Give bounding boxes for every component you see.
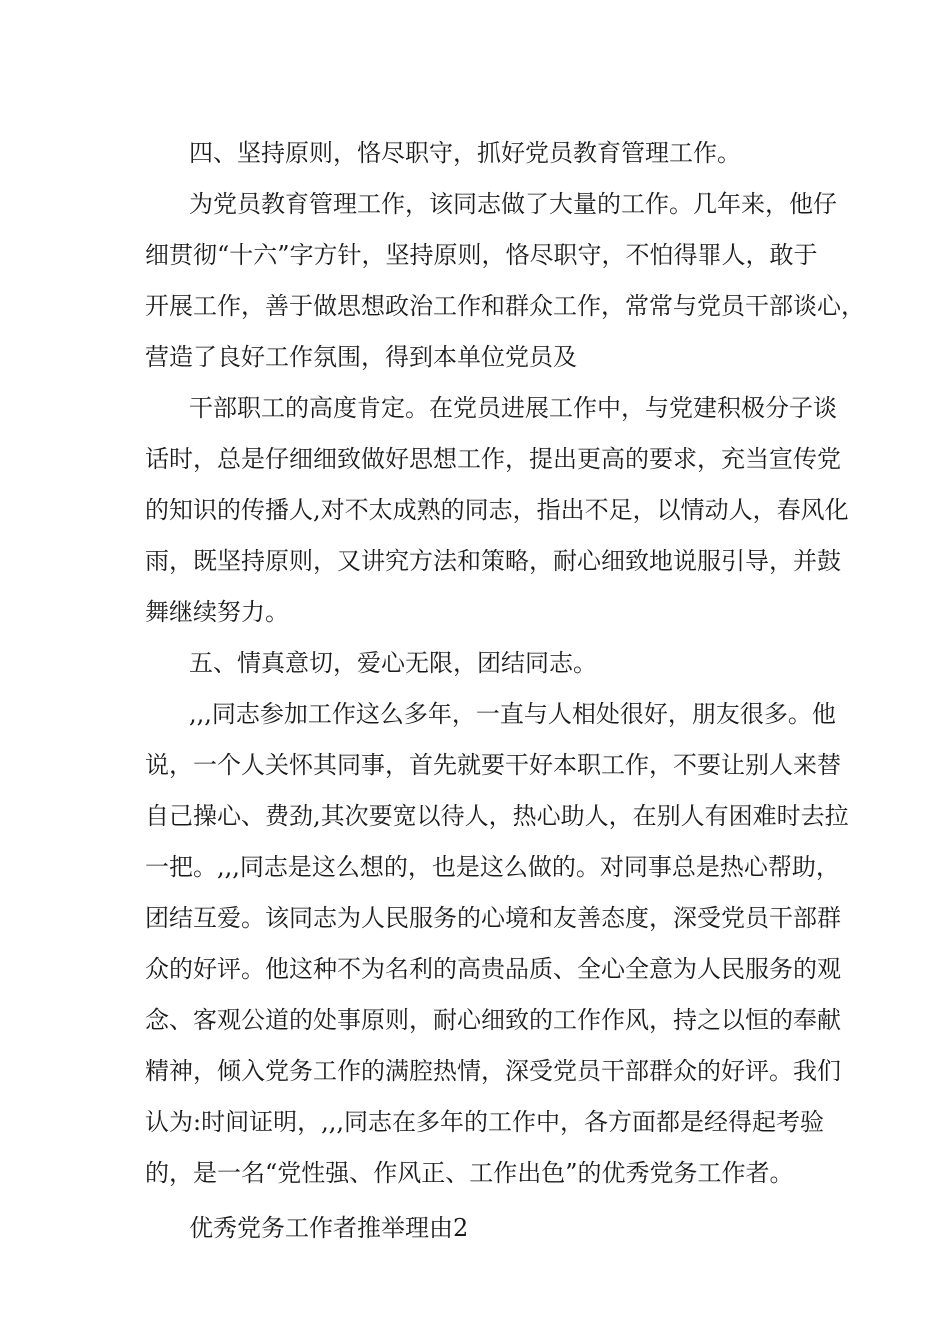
paragraph-line: 团结互爱。该同志为人民服务的心境和友善态度，深受党员干部群 xyxy=(145,904,841,932)
paragraph-line: 干部职工的高度肯定。在党员进展工作中，与党建积极分子谈 xyxy=(189,394,837,422)
paragraph-line: 话时，总是仔细细致做好思想工作，提出更高的要求，充当宣传党 xyxy=(145,445,841,473)
paragraph-line: 念、客观公道的处事原则，耐心细致的工作作风，持之以恒的奉献 xyxy=(145,1006,841,1034)
paragraph-line: 为党员教育管理工作，该同志做了大量的工作。几年来，他仔 xyxy=(189,190,837,218)
paragraph-line: 舞继续努力。 xyxy=(145,598,289,626)
paragraph-line: ,,,同志参加工作这么多年，一直与人相处很好，朋友很多。他 xyxy=(189,700,836,728)
section-heading-4: 四、坚持原则，恪尽职守，抓好党员教育管理工作。 xyxy=(189,139,741,167)
paragraph-line: 的知识的传播人,对不太成熟的同志，指出不足，以情动人，春风化 xyxy=(145,496,849,524)
paragraph-line: 一把。,,,同志是这么想的，也是这么做的。对同事总是热心帮助， xyxy=(145,853,840,881)
paragraph-line: 众的好评。他这种不为名利的高贵品质、全心全意为人民服务的观 xyxy=(145,955,841,983)
paragraph-line: 开展工作，善于做思想政治工作和群众工作，常常与党员干部谈心， xyxy=(145,292,865,320)
paragraph-line: 自己操心、费劲,其次要宽以待人，热心助人，在别人有困难时去拉 xyxy=(145,802,849,830)
paragraph-line: 说，一个人关怀其同事，首先就要干好本职工作，不要让别人来替 xyxy=(145,751,841,779)
document-body xyxy=(145,128,865,1254)
section-title: 优秀党务工作者推举理由2 xyxy=(189,1214,469,1242)
paragraph-line: 认为:时间证明，,,,同志在多年的工作中，各方面都是经得起考验 xyxy=(145,1108,824,1136)
paragraph-line: 精神，倾入党务工作的满腔热情，深受党员干部群众的好评。我们 xyxy=(145,1057,841,1085)
paragraph-line: 细贯彻“十六”字方针，坚持原则，恪尽职守，不怕得罪人，敢于 xyxy=(145,241,818,269)
paragraph-line: 营造了良好工作氛围，得到本单位党员及 xyxy=(145,343,577,371)
section-heading-5: 五、情真意切，爱心无限，团结同志。 xyxy=(189,649,597,677)
paragraph-line: 雨，既坚持原则，又讲究方法和策略，耐心细致地说服引导，并鼓 xyxy=(145,547,841,575)
paragraph-line: 的，是一名“党性强、作风正、工作出色”的优秀党务工作者。 xyxy=(145,1159,794,1187)
